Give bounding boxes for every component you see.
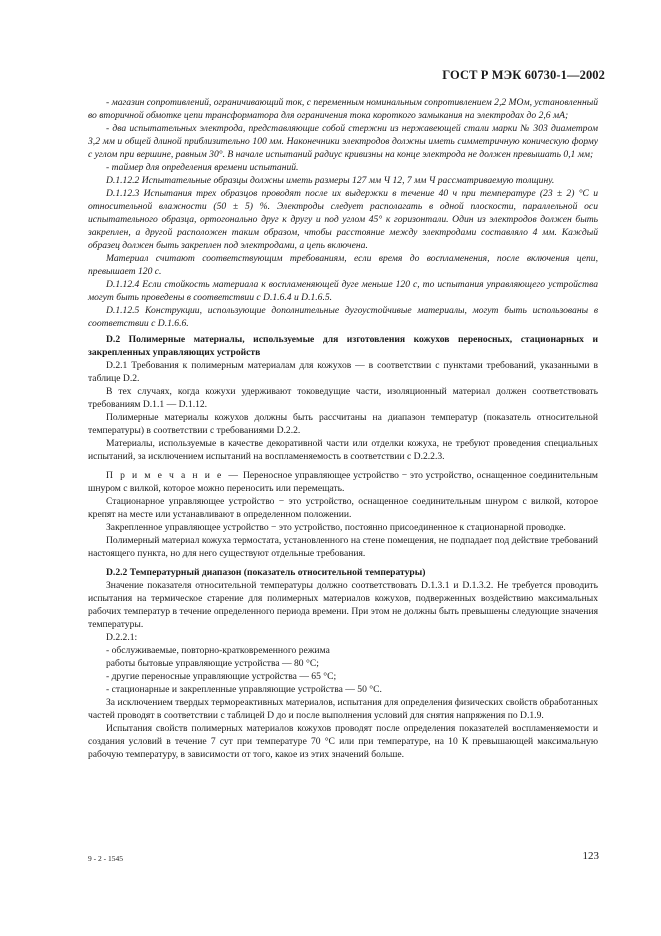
paragraph: Полимерный материал кожуха термостата, установленного на стене помещения, не подпадает под действие требований настоящего пункта, но для него существуют отдельные требования. [88,535,598,559]
paragraph: D.1.12.3 Испытания трех образцов проводят после их выдержки в течение 40 ч при температуре (23 ± 2) °С и относительной влажности (50 ± 5) %. Электроды следует располагать в одной плоскости, параллельной оси испытательного образца, ортогонально друг к другу и под углом 45° к горизонтали. Один из электродов должен быть закреплен, а другой расположен таким образом, чтобы расстояние между электродами составляло 4 мм. Каждый образец должен быть закреплен под электродами, а цепь включена. [88,188,598,251]
paragraph: D.1.12.2 Испытательные образцы должны иметь размеры 127 мм Ч 12, 7 мм Ч рассматриваемую толщину. [106,175,555,186]
page-number: 123 [582,850,599,862]
note-paragraph [88,469,598,495]
paragraph: Испытания свойств полимерных материалов кожухов проводят после определения показателей воспламеняемости и создания условий в течение 7 сут при температуре 70 °С или при температуре, на 10 К превышающей максимальную рабочую температуру, в зависимости от того, какое из этих значений больше. [88,723,598,760]
note-label: П р и м е ч а н и е — [106,470,241,481]
list-item: работы бытовые управляющие устройства — 80 °С; [106,658,319,669]
paragraph: Материал считают соответствующим требованиям, если время до воспламенения, после включения цепи, превышает 120 с. [88,253,598,277]
document-body [88,96,598,761]
paragraph: Полимерные материалы кожухов должны быть рассчитаны на диапазон температур (показатель относительной температуры) в соответствии с требованиями D.2.2. [88,412,598,436]
paragraph: За исключением твердых термореактивных материалов, испытания для определения физических свойств обработанных частей проводят в соответствии с таблицей D до и после выполнения условий для снятия напряжения по D.1.9. [88,697,598,721]
section-heading-d22: D.2.2 Температурный диапазон (показатель относительной температуры) [106,567,426,578]
paragraph: Стационарное управляющее устройство − это устройство, оснащенное соединительным шнуром с вилкой, которое крепят на месте или устанавливают в определенном положении. [88,496,598,520]
footer-code: 9 - 2 - 1545 [88,854,123,863]
paragraph: - таймер для определения времени испытаний. [106,162,299,173]
paragraph: В тех случаях, когда кожухи удерживают токоведущие части, изоляционный материал должен соответствовать требованиям D.1.1 — D.1.12. [88,386,598,410]
list-item: - обслуживаемые, повторно-кратковременного режима [106,645,330,656]
paragraph: D.1.12.4 Если стойкость материала к воспламеняющей дуге меньше 120 с, то испытания управляющего устройства могут быть проведены в соответствии с D.1.6.4 и D.1.6.5. [88,279,598,303]
paragraph: D.1.12.5 Конструкции, использующие дополнительные дугоустойчивые материалы, могут быть использованы в соответствии с D.1.6.6. [88,305,598,329]
paragraph: D.2.2.1: [106,632,138,643]
paragraph: Закрепленное управляющее устройство − это устройство, постоянно присоединенное к стационарной проводке. [106,522,566,533]
paragraph: Материалы, используемые в качестве декоративной части или отделки кожуха, не требуют проведения специальных испытаний, за исключением испытаний на воспламеняемость в соответствии с D.2.2.3. [88,438,598,462]
paragraph: D.2.1 Требования к полимерным материалам для кожухов — в соответствии с пунктами требований, указанными в таблице D.2. [88,360,598,384]
paragraph: Значение показателя относительной температуры должно соответствовать D.1.3.1 и D.1.3.2. Не требуется проводить испытания на термическое старение для полимерных материалов кожухов, подверженных воздействию максимальных рабочих температур в течение определенного периода времени. При этом не должны быть превышены следующие значения температуры. [88,580,598,630]
list-item: - стационарные и закрепленные управляющие устройства — 50 °С. [106,684,382,695]
paragraph: - два испытательных электрода, представляющие собой стержни из нержавеющей стали марки № 303 диаметром 3,2 мм и общей длиной приблизительно 100 мм. Наконечники электродов должны иметь симметричную коническую форму с углом при вершине, равным 30°. В начале испытаний радиус кривизны на конце электрода не должен превышать 0,1 мм; [88,123,598,160]
note-text: Переносное управляющее устройство − это устройство, оснащенное соединительным шнуром с вилкой, которое можно переносить или перемещать. [88,470,599,494]
paragraph: - магазин сопротивлений, ограничивающий ток, с переменным номинальным сопротивлением 2,2 МОм, установленный во вторичной обмотке цепи трансформатора для ограничения тока короткого замыкания на электродах до 2,6 мА; [88,97,598,121]
document-header: ГОСТ Р МЭК 60730-1—2002 [442,68,605,82]
list-item: - другие переносные управляющие устройства — 65 °С; [106,671,337,682]
section-heading-d2: D.2 Полимерные материалы, используемые для изготовления кожухов переносных, стационарных и закрепленных управляющих устройств [88,334,598,358]
